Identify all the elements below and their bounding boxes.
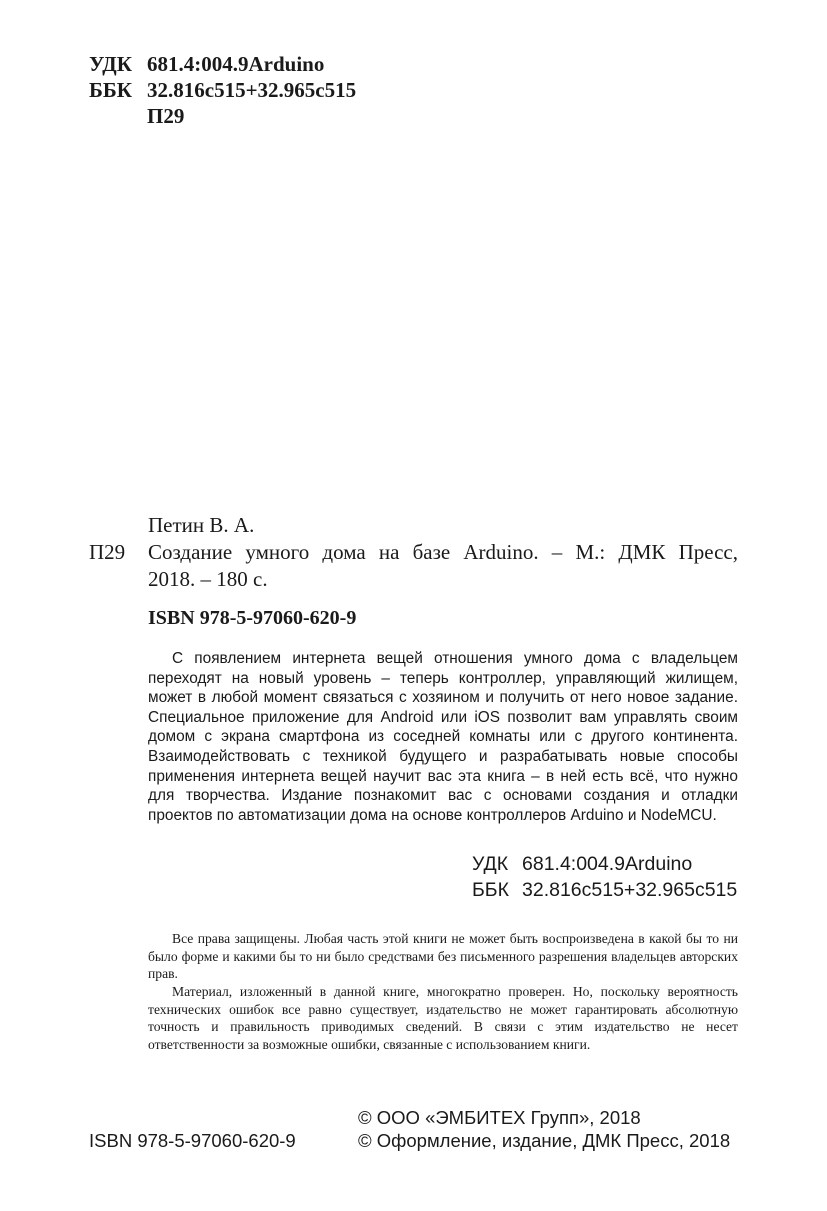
top-bbk-row	[89, 78, 356, 103]
bottom-bbk-value: 32.816с515+32.965с515	[522, 879, 738, 901]
footer-isbn: ISBN 978-5-97060-620-9	[89, 1130, 296, 1151]
biblio-title-line2: 2018. – 180 с.	[148, 567, 268, 591]
biblio-author-mark: П29	[89, 540, 126, 564]
rights-paragraph-2: Материал, изложенный в данной книге, многократно проверен. Но, поскольку вероятность технических ошибок все равно существует, издательство не может гарантировать абсолютную точность и правильность приводимых сведений. В связи с этим издательство не несет ответственности за возможные ошибки, связанные с использованием книги.	[148, 984, 738, 1052]
footer-copyright-1: © ООО «ЭМБИТЕХ Групп», 2018	[358, 1107, 641, 1128]
biblio-isbn: ISBN 978-5-97060-620-9	[148, 607, 357, 629]
top-bbk-label: ББК	[89, 78, 132, 102]
bottom-udk-value: 681.4:004.9Arduino	[522, 853, 693, 875]
bottom-bbk-label: ББК	[472, 879, 509, 901]
bottom-udk-label: УДК	[472, 853, 509, 875]
rights-paragraph-1: Все права защищены. Любая часть этой книги не может быть воспроизведена в какой бы то ни было форме и какими бы то ни было средствами без письменного разрешения владельцев авторских прав.	[148, 931, 738, 982]
top-udk-row	[89, 52, 324, 77]
top-bbk-value: 32.816с515+32.965с515	[147, 78, 357, 102]
biblio-title-line1: Создание умного дома на базе Arduino. – М.: ДМК Пресс,	[148, 540, 738, 564]
footer-copyright-2: © Оформление, издание, ДМК Пресс, 2018	[358, 1130, 731, 1151]
biblio-author: Петин В. А.	[148, 513, 255, 537]
bottom-bbk-row	[472, 877, 737, 903]
bottom-udk-row	[472, 851, 692, 877]
top-udk-label: УДК	[89, 52, 132, 76]
top-author-mark: П29	[147, 104, 185, 128]
top-author-mark-row	[89, 104, 184, 129]
abstract-text: С появлением интернета вещей отношения умного дома с владельцем переходят на новый уровень – теперь контроллер, управляющий жилищем, может в любой момент связаться с хозяином и получить от него новое задание. Специальное приложение для Android или iOS позволит вам управлять своим домом с экрана смартфона из соседней комнаты или с другого континента. Взаимодействовать с техникой будущего и разрабатывать новые способы применения интернета вещей научит вас эта книга – в ней есть всё, что нужно для творчества. Издание познакомит вас с основами создания и отладки проектов по автоматизации дома на основе контроллеров Arduino и NodeMCU.	[148, 650, 738, 824]
top-udk-value: 681.4:004.9Arduino	[147, 52, 325, 76]
